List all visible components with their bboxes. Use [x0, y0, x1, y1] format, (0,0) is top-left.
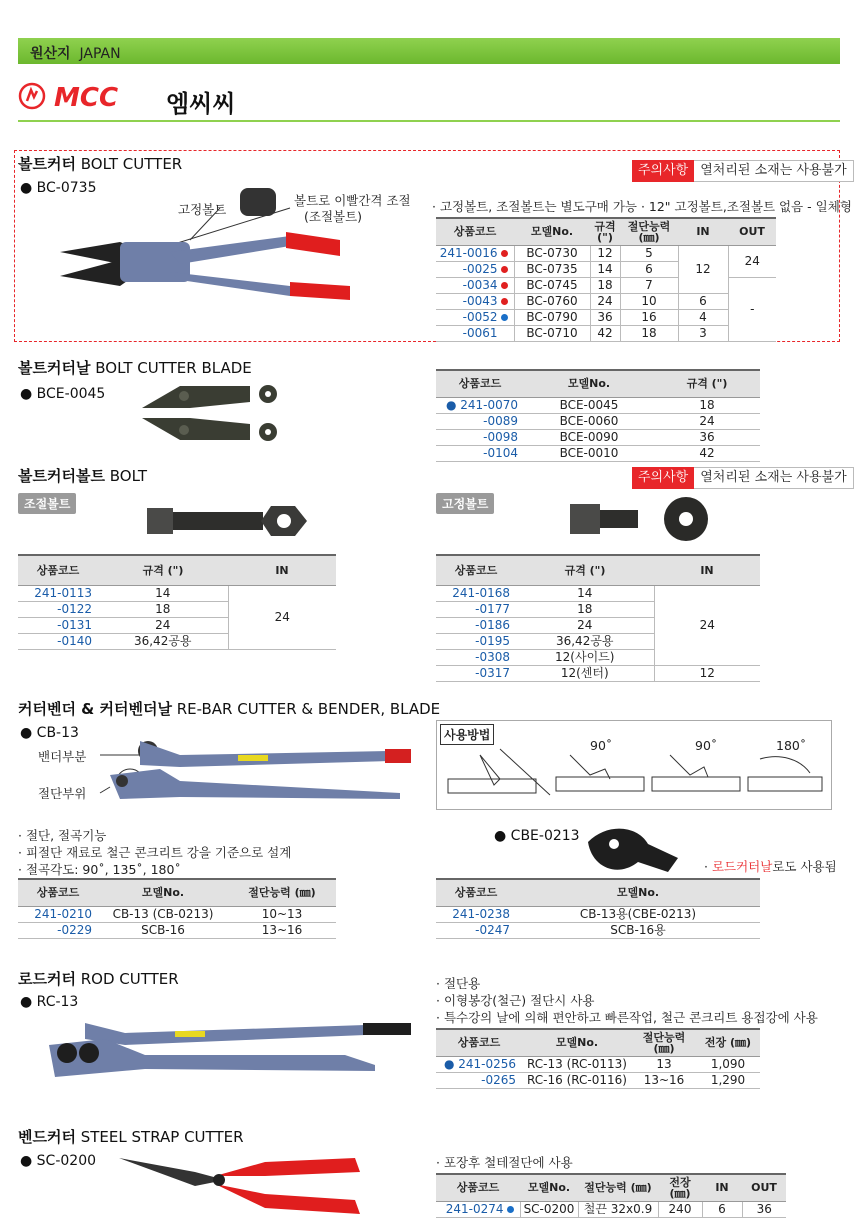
strap-model: ● SC-0200 — [20, 1153, 97, 1169]
bender-blade-note: · 로드커터날로도 사용됨 — [704, 859, 837, 874]
col-model: 모델No. — [524, 370, 654, 397]
red-dot-icon — [501, 282, 508, 289]
bolt-cutter-image — [50, 180, 350, 310]
col-code: 상품코드 — [436, 555, 516, 585]
table-row: -0247 SCB-16용 — [436, 922, 760, 938]
col-cap: 절단능력 (㎜) — [632, 1029, 696, 1056]
adjust-bolt-tag: 조절볼트 — [18, 493, 76, 514]
table-row: -0025 BC-0735 14 6 — [436, 261, 776, 277]
strap-cutter-image — [115, 1150, 365, 1220]
table-row: 241-0238 CB-13용(CBE-0213) — [436, 906, 760, 922]
bender-note: · 절곡각도: 90˚, 135˚, 180˚ — [18, 862, 181, 877]
table-row: -0308 12(사이드) — [436, 649, 760, 665]
red-dot-icon — [501, 298, 508, 305]
table-row: -0098 BCE-0090 36 — [436, 429, 760, 445]
warning-label: 주의사항 — [632, 160, 694, 182]
col-size: 규격 (") — [516, 555, 654, 585]
table-row: -0104 BCE-0010 42 — [436, 445, 760, 461]
col-size: 규격 (") — [654, 370, 760, 397]
col-code: 상품코드 — [18, 879, 98, 906]
col-model: 모델No. — [514, 218, 590, 245]
col-in: IN — [228, 555, 336, 585]
origin-bar — [18, 38, 840, 64]
fixed-bolt-table — [436, 554, 760, 682]
col-size: 규격 (") — [590, 218, 620, 245]
table-row: -0195 36,42공용 — [436, 633, 760, 649]
col-in: IN — [702, 1174, 742, 1201]
bender-blade-table — [436, 878, 760, 939]
callout-cut: 절단부위 — [38, 786, 87, 801]
table-row: 241-0016 BC-0730 12 5 12 24 — [436, 245, 776, 261]
usage-diagram — [440, 745, 828, 807]
col-code: 상품코드 — [18, 555, 98, 585]
col-model: 모델No. — [98, 879, 228, 906]
bender-table — [18, 878, 336, 939]
table-row: -0034 BC-0745 18 7 - — [436, 277, 776, 293]
angle-label: 180˚ — [776, 738, 807, 753]
blade-title: 볼트커터날 BOLT CUTTER BLADE — [18, 359, 252, 377]
red-dot-icon — [501, 266, 508, 273]
table-row: -0052 BC-0790 36 16 4 — [436, 309, 776, 325]
col-code: 상품코드 — [436, 1174, 520, 1201]
blade-table — [436, 369, 760, 462]
col-in: IN — [654, 555, 760, 585]
bender-note: · 절단, 절곡기능 — [18, 828, 107, 843]
table-row: ● 241-0070 BCE-0045 18 — [436, 397, 760, 413]
bender-note: · 피절단 재료로 철근 콘크리트 강을 기준으로 설계 — [18, 845, 292, 860]
blue-dot-icon — [507, 1206, 514, 1213]
col-len: 전장 (㎜) — [658, 1174, 702, 1201]
col-cap: 절단능력 (㎜) — [620, 218, 678, 245]
table-row: -0317 12(센터) 12 — [436, 665, 760, 681]
col-model: 모델No. — [522, 1029, 632, 1056]
mcc-logo-icon — [18, 82, 163, 112]
angle-label: 90˚ — [590, 738, 613, 753]
rod-note: · 절단용 — [436, 976, 481, 991]
fixed-bolt-tag: 고정볼트 — [436, 493, 494, 514]
divider — [18, 120, 840, 122]
bolt-cutter-table — [436, 217, 776, 342]
rod-note: · 특수강의 날에 의해 편안하고 빠른작업, 철근 콘크리트 용접강에 사용 — [436, 1010, 818, 1025]
table-row: 241-0210 CB-13 (CB-0213) 10~13 — [18, 906, 336, 922]
bender-model: ● CB-13 — [20, 725, 79, 741]
table-row: 241-0168 14 24 — [436, 585, 760, 601]
callout-fixed-bolt: 고정볼트 — [178, 202, 227, 217]
table-row: -0061 BC-0710 42 18 3 — [436, 325, 776, 341]
rod-cutter-image — [45, 1015, 415, 1090]
table-row: -0140 36,42공용 — [18, 633, 336, 649]
blade-model: ● BCE-0045 — [20, 386, 106, 402]
adjust-bolt-image — [145, 500, 325, 540]
usage-label: 사용방법 — [440, 724, 494, 745]
warning-box-2: 주의사항 열처리된 소재는 사용불가 — [632, 467, 854, 489]
bender-blade-image — [578, 822, 688, 878]
brand-name: 엠씨씨 — [166, 90, 236, 118]
table-row: -0177 18 — [436, 601, 760, 617]
rod-table — [436, 1028, 760, 1089]
origin-text: 원산지 JAPAN — [30, 46, 121, 62]
warning-box — [632, 160, 854, 182]
blade-image — [140, 378, 280, 450]
rod-title: 로드커터 ROD CUTTER — [18, 970, 179, 988]
table-row: 241-0274 SC-0200 철끈 32x0.9 240 6 36 — [436, 1201, 786, 1217]
col-code: 상품코드 — [436, 370, 524, 397]
blue-dot-icon — [501, 314, 508, 321]
callout-adjust-bolt: 볼트로 이빨간격 조절 — [294, 193, 411, 208]
table-row: -0122 18 — [18, 601, 336, 617]
col-size: 규격 (") — [98, 555, 228, 585]
fixed-bolt-image — [568, 494, 708, 544]
adjust-bolt-table — [18, 554, 336, 650]
bolt-cutter-note: · 고정볼트, 조절볼트는 별도구매 가능 · 12" 고정볼트,조절볼트 없음 - 일체형 — [432, 199, 852, 214]
callout-adjust-bolt-2: (조절볼트) — [304, 209, 363, 224]
angle-label: 90˚ — [695, 738, 718, 753]
warning-text: 열처리된 소재는 사용불가 — [694, 160, 853, 182]
table-row: -0229 SCB-16 13~16 — [18, 922, 336, 938]
bolt-title: 볼트커터볼트 BOLT — [18, 467, 148, 485]
strap-table — [436, 1173, 786, 1218]
rod-model: ● RC-13 — [20, 994, 79, 1010]
bender-image — [100, 735, 415, 810]
strap-note: · 포장후 철테절단에 사용 — [436, 1155, 573, 1170]
col-model: 모델No. — [520, 1174, 578, 1201]
col-len: 전장 (㎜) — [696, 1029, 760, 1056]
bender-title: 커터벤더 & 커터벤더날 RE-BAR CUTTER & BENDER, BLADE — [18, 700, 441, 718]
red-dot-icon — [501, 250, 508, 257]
col-code: 상품코드 — [436, 218, 514, 245]
col-cap: 절단능력 (㎜) — [228, 879, 336, 906]
table-row: 241-0113 14 24 — [18, 585, 336, 601]
table-row: -0131 24 — [18, 617, 336, 633]
bender-blade-model: ● CBE-0213 — [494, 828, 580, 844]
callout-bend: 밴더부분 — [38, 749, 87, 764]
bolt-cutter-model: ● BC-0735 — [20, 180, 97, 196]
rod-note: · 이형봉강(철근) 절단시 사용 — [436, 993, 595, 1008]
col-out: OUT — [742, 1174, 786, 1201]
svg-text:MCC: MCC — [54, 83, 119, 113]
col-out: OUT — [728, 218, 776, 245]
col-code: 상품코드 — [436, 1029, 522, 1056]
table-row: -0186 24 — [436, 617, 760, 633]
col-model: 모델No. — [516, 879, 760, 906]
col-code: 상품코드 — [436, 879, 516, 906]
table-row: -0089 BCE-0060 24 — [436, 413, 760, 429]
bolt-cutter-title: 볼트커터 BOLT CUTTER — [18, 155, 183, 173]
strap-title: 벤드커터 STEEL STRAP CUTTER — [18, 1128, 244, 1146]
table-row: -0265 RC-16 (RC-0116) 13~16 1,290 — [436, 1072, 760, 1088]
table-row: -0043 BC-0760 24 10 6 — [436, 293, 776, 309]
table-row: ● 241-0256 RC-13 (RC-0113) 13 1,090 — [436, 1056, 760, 1072]
col-in: IN — [678, 218, 728, 245]
col-cap: 절단능력 (㎜) — [578, 1174, 658, 1201]
